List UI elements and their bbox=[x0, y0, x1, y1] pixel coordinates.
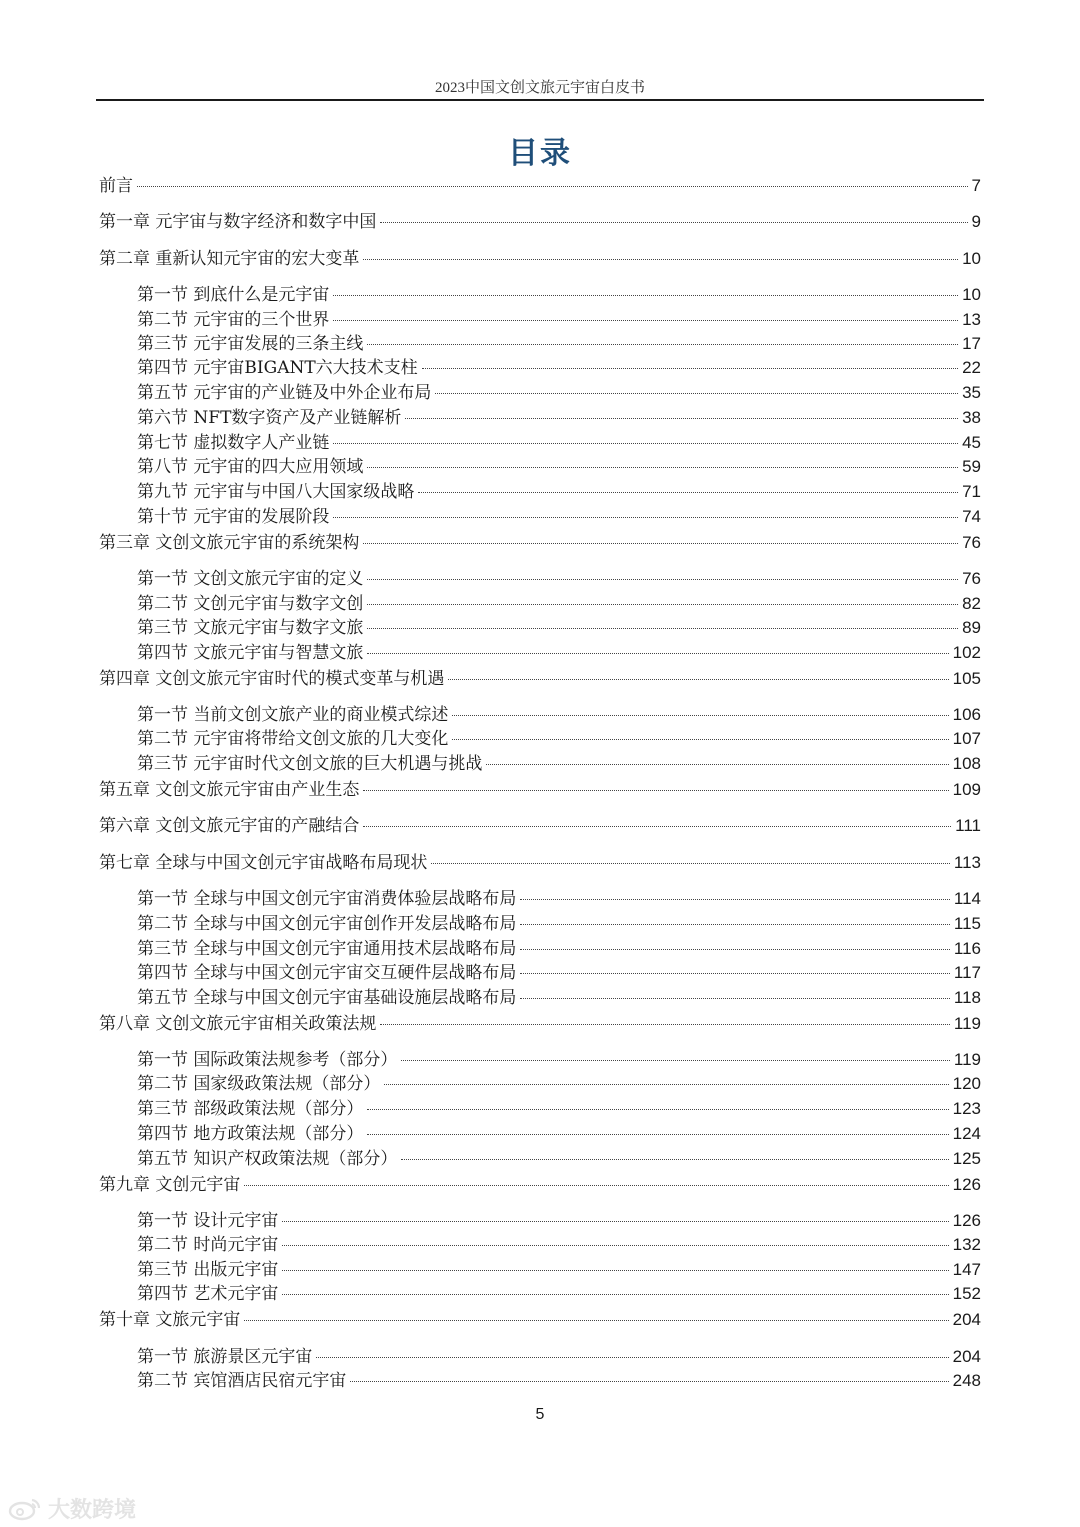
toc-section-entry bbox=[137, 382, 981, 404]
toc-entry-page-number: 71 bbox=[962, 482, 981, 501]
toc-entry-title: 第一节 到底什么是元宇宙 bbox=[137, 285, 330, 305]
dot-leader bbox=[384, 1083, 948, 1085]
dot-leader bbox=[363, 258, 958, 260]
dot-leader bbox=[333, 294, 958, 296]
toc-section-entry bbox=[137, 593, 981, 615]
toc-entry-title: 第一节 设计元宇宙 bbox=[137, 1211, 279, 1231]
toc-entry-title: 第一节 旅游景区元宇宙 bbox=[137, 1347, 313, 1367]
toc-entry-title: 第五章 文创文旅元宇宙由产业生态 bbox=[99, 780, 360, 800]
toc-section-entry bbox=[137, 1346, 981, 1368]
toc-section-entry bbox=[137, 1073, 981, 1095]
toc-chapter-entry bbox=[99, 815, 981, 837]
dot-leader bbox=[333, 319, 958, 321]
dot-leader bbox=[137, 185, 968, 187]
toc-entry-page-number: 10 bbox=[962, 249, 981, 268]
dot-leader bbox=[486, 763, 948, 765]
toc-section-entry bbox=[137, 1123, 981, 1145]
toc-entry-title: 第一节 全球与中国文创元宇宙消费体验层战略布局 bbox=[137, 889, 517, 909]
toc-entry-title: 第二节 元宇宙的三个世界 bbox=[137, 310, 330, 330]
dot-leader bbox=[401, 1158, 948, 1160]
toc-section-entry bbox=[137, 617, 981, 639]
toc-section-entry bbox=[137, 284, 981, 306]
toc-entry-page-number: 204 bbox=[952, 1347, 981, 1366]
toc-entry-title: 第七节 虚拟数字人产业链 bbox=[137, 433, 330, 453]
dot-leader bbox=[363, 789, 948, 791]
toc-section-entry bbox=[137, 407, 981, 429]
running-header: 2023中国文创文旅元宇宙白皮书 bbox=[434, 80, 645, 96]
toc-entry-title: 第四节 地方政策法规（部分） bbox=[137, 1124, 364, 1144]
dot-leader bbox=[520, 948, 949, 950]
toc-section-entry bbox=[137, 333, 981, 355]
toc-entry-page-number: 38 bbox=[962, 408, 981, 427]
dot-leader bbox=[431, 862, 949, 864]
toc-entry-title: 第二节 元宇宙将带给文创文旅的几大变化 bbox=[137, 729, 449, 749]
toc-entry-page-number: 102 bbox=[952, 643, 981, 662]
dot-leader bbox=[367, 578, 958, 580]
toc-entry-page-number: 118 bbox=[953, 988, 981, 1007]
toc-section-entry bbox=[137, 888, 981, 910]
toc-entry-page-number: 116 bbox=[953, 939, 981, 958]
toc-entry-title: 第八节 元宇宙的四大应用领域 bbox=[137, 457, 364, 477]
toc-chapter-entry bbox=[99, 668, 981, 690]
dot-leader bbox=[452, 738, 948, 740]
toc-entry-title: 第四节 全球与中国文创元宇宙交互硬件层战略布局 bbox=[137, 963, 517, 983]
dot-leader bbox=[367, 466, 958, 468]
dot-leader bbox=[520, 972, 949, 974]
toc-entry-title: 第二节 时尚元宇宙 bbox=[137, 1235, 279, 1255]
toc-entry-page-number: 119 bbox=[953, 1014, 981, 1033]
dot-leader bbox=[520, 997, 949, 999]
toc-entry-title: 第二节 文创元宇宙与数字文创 bbox=[137, 594, 364, 614]
toc-section-entry bbox=[137, 1259, 981, 1281]
toc-entry-page-number: 114 bbox=[953, 889, 981, 908]
dot-leader bbox=[520, 898, 949, 900]
toc-entry-title: 第二节 宾馆酒店民宿元宇宙 bbox=[137, 1371, 347, 1391]
toc-entry-title: 第十章 文旅元宇宙 bbox=[99, 1310, 241, 1330]
toc-entry-title: 前言 bbox=[99, 176, 133, 196]
toc-entry-title: 第四节 文旅元宇宙与智慧文旅 bbox=[137, 643, 364, 663]
toc-section-entry bbox=[137, 642, 981, 664]
toc-entry-page-number: 76 bbox=[962, 533, 981, 552]
dot-leader bbox=[422, 367, 958, 369]
toc-entry-page-number: 7 bbox=[971, 176, 981, 195]
dot-leader bbox=[363, 825, 951, 827]
toc-section-entry bbox=[137, 1148, 981, 1170]
toc-entry-page-number: 125 bbox=[952, 1149, 981, 1168]
toc-entry-page-number: 126 bbox=[952, 1175, 981, 1194]
toc-entry-title: 第一章 元宇宙与数字经济和数字中国 bbox=[99, 212, 377, 232]
dot-leader bbox=[316, 1356, 948, 1358]
dot-leader bbox=[367, 343, 958, 345]
dot-leader bbox=[367, 1133, 948, 1135]
toc-section-entry bbox=[137, 1210, 981, 1232]
toc-section-entry bbox=[137, 506, 981, 528]
toc-entry-page-number: 248 bbox=[952, 1371, 981, 1390]
toc-entry-title: 第一节 当前文创文旅产业的商业模式综述 bbox=[137, 705, 449, 725]
toc-entry-title: 第四节 元宇宙BIGANT六大技术支柱 bbox=[137, 358, 418, 378]
toc-section-entry bbox=[137, 938, 981, 960]
toc-section-entry bbox=[137, 1234, 981, 1256]
toc-chapter-entry bbox=[99, 1309, 981, 1331]
toc-chapter-entry bbox=[99, 1013, 981, 1035]
dot-leader bbox=[282, 1244, 948, 1246]
toc-section-entry bbox=[137, 1049, 981, 1071]
toc-chapter-entry bbox=[99, 211, 981, 233]
toc-entry-page-number: 115 bbox=[953, 914, 981, 933]
toc-entry-page-number: 105 bbox=[952, 669, 981, 688]
toc-entry-title: 第四章 文创文旅元宇宙时代的模式变革与机遇 bbox=[99, 669, 445, 689]
dot-leader bbox=[380, 1023, 949, 1025]
dot-leader bbox=[282, 1220, 948, 1222]
toc-entry-page-number: 147 bbox=[952, 1260, 981, 1279]
toc-entry-page-number: 59 bbox=[962, 457, 981, 476]
page-number: 5 bbox=[535, 1406, 545, 1423]
toc-chapter-entry bbox=[99, 1174, 981, 1196]
dot-leader bbox=[367, 603, 958, 605]
dot-leader bbox=[244, 1319, 948, 1321]
dot-leader bbox=[333, 516, 958, 518]
toc-entry-title: 第九节 元宇宙与中国八大国家级战略 bbox=[137, 482, 415, 502]
toc-entry-page-number: 17 bbox=[962, 334, 981, 353]
toc-entry-title: 第一节 国际政策法规参考（部分） bbox=[137, 1050, 398, 1070]
toc-entry-page-number: 10 bbox=[962, 285, 981, 304]
toc-entry-title: 第九章 文创元宇宙 bbox=[99, 1175, 241, 1195]
toc-entry-page-number: 109 bbox=[952, 780, 981, 799]
toc-entry-page-number: 106 bbox=[952, 705, 981, 724]
dot-leader bbox=[448, 678, 948, 680]
toc-entry-title: 第七章 全球与中国文创元宇宙战略布局现状 bbox=[99, 853, 428, 873]
page-title: 目录 bbox=[508, 136, 572, 171]
dot-leader bbox=[363, 542, 958, 544]
toc-entry-page-number: 107 bbox=[952, 729, 981, 748]
toc-section-entry bbox=[137, 357, 981, 379]
toc-entry-page-number: 35 bbox=[962, 383, 981, 402]
toc-entry-title: 第二节 国家级政策法规（部分） bbox=[137, 1074, 381, 1094]
toc-section-entry bbox=[137, 1283, 981, 1305]
toc-entry-page-number: 111 bbox=[955, 816, 981, 835]
toc-entry-page-number: 74 bbox=[962, 507, 981, 526]
toc-section-entry bbox=[137, 1370, 981, 1392]
toc-entry-page-number: 22 bbox=[962, 358, 981, 377]
toc-entry-title: 第六章 文创文旅元宇宙的产融结合 bbox=[99, 816, 360, 836]
dot-leader bbox=[367, 627, 958, 629]
watermark bbox=[8, 1493, 136, 1524]
toc-section-entry bbox=[137, 432, 981, 454]
weibo-style-logo-icon bbox=[8, 1497, 42, 1521]
dot-leader bbox=[282, 1269, 948, 1271]
toc-section-entry bbox=[137, 987, 981, 1009]
toc-section-entry bbox=[137, 568, 981, 590]
toc-section-entry bbox=[137, 913, 981, 935]
toc-section-entry bbox=[137, 481, 981, 503]
dot-leader bbox=[333, 442, 958, 444]
toc-entry-page-number: 13 bbox=[962, 310, 981, 329]
toc-chapter-entry bbox=[99, 248, 981, 270]
toc-entry-page-number: 124 bbox=[952, 1124, 981, 1143]
dot-leader bbox=[452, 714, 948, 716]
dot-leader bbox=[520, 923, 949, 925]
toc-entry-page-number: 45 bbox=[962, 433, 981, 452]
dot-leader bbox=[435, 392, 958, 394]
dot-leader bbox=[418, 491, 958, 493]
toc-entry-title: 第五节 全球与中国文创元宇宙基础设施层战略布局 bbox=[137, 988, 517, 1008]
toc-entry-title: 第五节 元宇宙的产业链及中外企业布局 bbox=[137, 383, 432, 403]
dot-leader bbox=[282, 1293, 948, 1295]
toc-entry-title: 第一节 文创文旅元宇宙的定义 bbox=[137, 569, 364, 589]
toc-entry-page-number: 76 bbox=[962, 569, 981, 588]
toc-entry-title: 第三节 元宇宙发展的三条主线 bbox=[137, 334, 364, 354]
toc-section-entry bbox=[137, 962, 981, 984]
toc-entry-page-number: 152 bbox=[952, 1284, 981, 1303]
toc-section-entry bbox=[137, 704, 981, 726]
dot-leader bbox=[401, 1059, 949, 1061]
toc-entry-title: 第三章 文创文旅元宇宙的系统架构 bbox=[99, 533, 360, 553]
watermark-text: 大数跨境 bbox=[48, 1498, 137, 1523]
dot-leader bbox=[244, 1184, 948, 1186]
toc-entry-title: 第三节 元宇宙时代文创文旅的巨大机遇与挑战 bbox=[137, 754, 483, 774]
toc-section-entry bbox=[137, 728, 981, 750]
toc-chapter-entry bbox=[99, 852, 981, 874]
toc-chapter-entry bbox=[99, 779, 981, 801]
toc-entry-title: 第三节 出版元宇宙 bbox=[137, 1260, 279, 1280]
toc-entry-title: 第十节 元宇宙的发展阶段 bbox=[137, 507, 330, 527]
toc-entry-title: 第五节 知识产权政策法规（部分） bbox=[137, 1149, 398, 1169]
toc-entry-page-number: 89 bbox=[962, 618, 981, 637]
toc-section-entry bbox=[137, 753, 981, 775]
dot-leader bbox=[367, 1108, 948, 1110]
toc-section-entry bbox=[137, 309, 981, 331]
toc-entry-page-number: 119 bbox=[953, 1050, 981, 1069]
toc-entry-title: 第四节 艺术元宇宙 bbox=[137, 1284, 279, 1304]
toc-entry-page-number: 204 bbox=[952, 1310, 981, 1329]
toc-entry-title: 第三节 文旅元宇宙与数字文旅 bbox=[137, 618, 364, 638]
toc-entry-page-number: 126 bbox=[952, 1211, 981, 1230]
toc-entry-page-number: 123 bbox=[952, 1099, 981, 1118]
toc-entry-page-number: 113 bbox=[953, 853, 981, 872]
dot-leader bbox=[350, 1380, 948, 1382]
toc-entry-page-number: 117 bbox=[953, 963, 981, 982]
toc-entry-title: 第三节 全球与中国文创元宇宙通用技术层战略布局 bbox=[137, 939, 517, 959]
dot-leader bbox=[380, 221, 967, 223]
toc-entry-page-number: 108 bbox=[952, 754, 981, 773]
toc-entry-title: 第八章 文创文旅元宇宙相关政策法规 bbox=[99, 1014, 377, 1034]
toc-chapter-entry bbox=[99, 175, 981, 197]
toc-entry-page-number: 120 bbox=[952, 1074, 981, 1093]
toc-entry-title: 第六节 NFT数字资产及产业链解析 bbox=[137, 408, 402, 428]
dot-leader bbox=[405, 417, 958, 419]
dot-leader bbox=[367, 652, 948, 654]
toc-entry-title: 第二章 重新认知元宇宙的宏大变革 bbox=[99, 249, 360, 269]
toc-entry-page-number: 9 bbox=[971, 212, 981, 231]
toc-entry-title: 第三节 部级政策法规（部分） bbox=[137, 1099, 364, 1119]
toc-section-entry bbox=[137, 1098, 981, 1120]
toc-entry-page-number: 82 bbox=[962, 594, 981, 613]
toc-section-entry bbox=[137, 456, 981, 478]
toc-entry-page-number: 132 bbox=[952, 1235, 981, 1254]
toc-chapter-entry bbox=[99, 532, 981, 554]
toc-entry-title: 第二节 全球与中国文创元宇宙创作开发层战略布局 bbox=[137, 914, 517, 934]
